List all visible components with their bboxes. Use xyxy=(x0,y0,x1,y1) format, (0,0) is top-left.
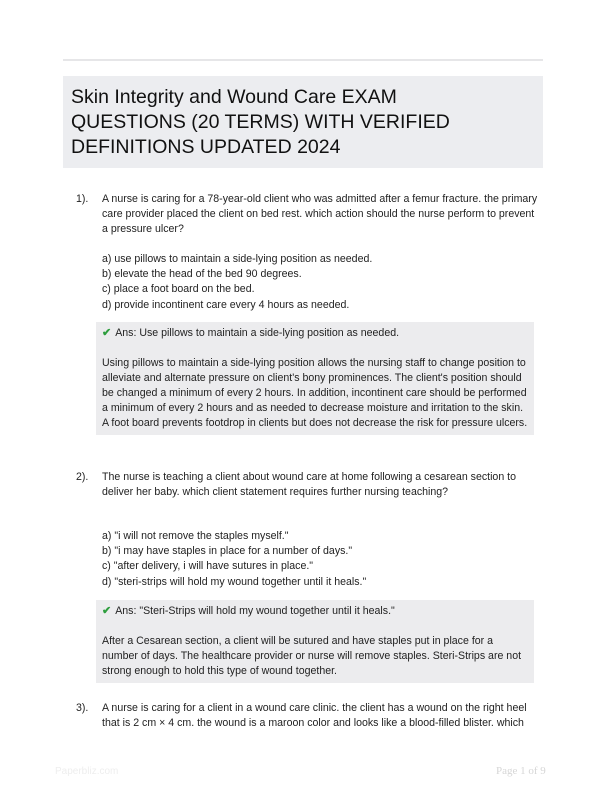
title-banner xyxy=(63,76,543,168)
question-number: 2). xyxy=(76,471,89,483)
title-line-1: Skin Integrity and Wound Care EXAM xyxy=(71,86,397,108)
question-1 xyxy=(76,192,546,313)
page-number: Page 1 of 9 xyxy=(496,765,546,777)
options-list xyxy=(102,252,546,313)
question-text: A nurse is caring for a client in a wound care clinic. the client has a wound on the right heel that is 2 cm × 4 cm. the wound is a maroon color and looks like a blood-filled blister. which xyxy=(102,702,527,729)
top-divider xyxy=(63,59,543,61)
check-icon: ✔ xyxy=(102,327,112,339)
answer-box-2 xyxy=(96,600,534,683)
option-b: b) elevate the head of the bed 90 degrees. xyxy=(102,268,302,281)
option-c: c) "after delivery, i will have sutures in place." xyxy=(102,560,314,573)
answer-explanation: After a Cesarean section, a client will be sutured and have staples put in place for a number of days. The healthcare provider or nurse will remove staples. Steri-Strips are not strong enough to hold this type of wound together. xyxy=(102,635,522,677)
footer-site-watermark: Paperbliz.com xyxy=(55,766,119,777)
check-icon: ✔ xyxy=(102,605,112,617)
option-d: d) "steri-strips will hold my wound together until it heals." xyxy=(102,575,367,588)
title-line-2: QUESTIONS (20 TERMS) WITH VERIFIED xyxy=(71,111,450,133)
question-text: The nurse is teaching a client about wound care at home following a cesarean section to deliver her baby. which client statement requires further nursing teaching? xyxy=(102,471,516,498)
option-c: c) place a foot board on the bed. xyxy=(102,283,255,296)
question-number: 3). xyxy=(76,702,89,714)
option-a: a) use pillows to maintain a side-lying position as needed. xyxy=(102,253,373,265)
answer-text: Ans: Use pillows to maintain a side-lying position as needed. xyxy=(115,327,400,339)
question-3 xyxy=(76,701,546,731)
answer-explanation: Using pillows to maintain a side-lying position allows the nursing staff to change position to alleviate and alternate pressure on client's bony prominences. The client's position should be changed a minimum of every 2 hours. In addition, incontinent care should be performed a minimum of every 2 hours and as needed to decrease moisture and irritation to the skin. A foot board prevents footdrop in clients but does not decrease the risk for pressure ulcers. xyxy=(102,357,528,429)
answer-text: Ans: "Steri-Strips will hold my wound together until it heals." xyxy=(115,605,395,617)
question-number: 1). xyxy=(76,193,89,205)
option-b: b) "i may have staples in place for a number of days." xyxy=(102,545,353,558)
question-text: A nurse is caring for a 78-year-old client who was admitted after a femur fracture. the primary care provider placed the client on bed rest. which action should the nurse perform to prevent a pressure ulcer? xyxy=(102,193,538,235)
answer-box-1 xyxy=(96,322,534,435)
options-list xyxy=(102,529,546,590)
option-a: a) "i will not remove the staples myself." xyxy=(102,530,289,542)
page-title xyxy=(71,85,535,160)
question-2 xyxy=(76,470,546,590)
title-line-3: DEFINITIONS UPDATED 2024 xyxy=(71,136,341,158)
option-d: d) provide incontinent care every 4 hours as needed. xyxy=(102,298,350,311)
